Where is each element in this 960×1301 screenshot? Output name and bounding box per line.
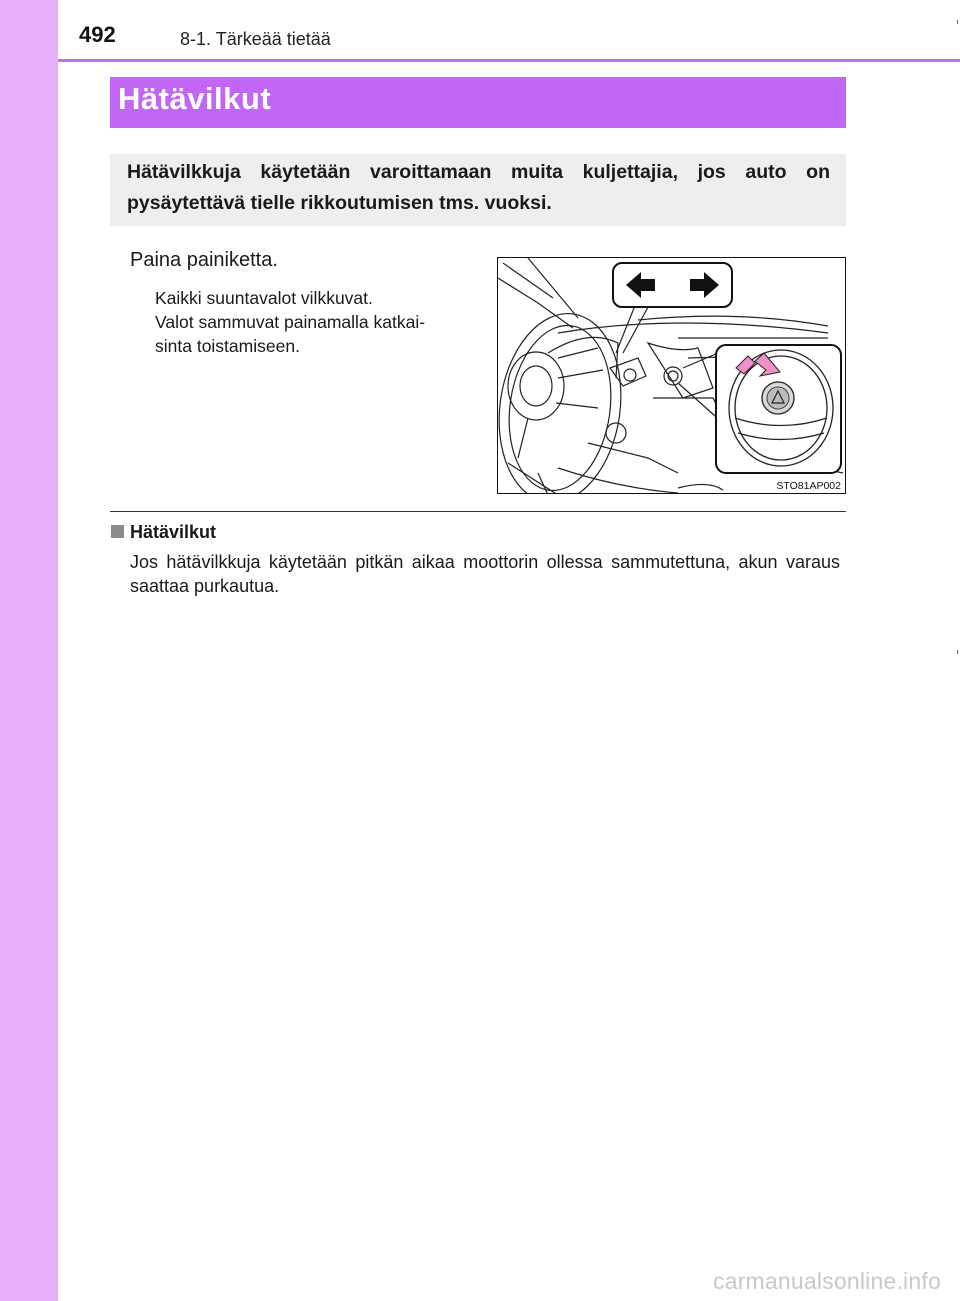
note-body: Jos hätävilkkuja käytetään pitkän aikaa moottorin ollessa sammutettuna, akun varaus saattaa purkautua. — [130, 552, 840, 596]
figure-code: STO81AP002 — [776, 480, 841, 492]
edge-mark — [957, 650, 958, 654]
page-number: 492 — [79, 22, 116, 47]
intro-text: Hätävilkkuja käytetään varoittamaan muita kuljettajia, jos auto on pysäytettävä tielle rikkoutumisen tms. vuoksi. — [127, 161, 830, 214]
hazard-button — [762, 382, 794, 414]
section-title-bar — [110, 77, 846, 128]
edge-mark — [957, 20, 958, 24]
step-instruction: Paina painiketta. — [130, 249, 278, 271]
step-notes — [155, 286, 477, 358]
breadcrumb: 8-1. Tärkeää tietää — [180, 29, 331, 49]
note-heading-text: Hätävilkut — [130, 522, 217, 542]
bullet-square-icon — [111, 525, 124, 538]
dashboard-drawing — [498, 258, 846, 494]
watermark: carmanualsonline.info — [713, 1268, 941, 1294]
header-divider — [58, 59, 960, 62]
section-title: Hätävilkut — [118, 81, 272, 116]
section-divider — [110, 511, 846, 512]
left-margin-band — [0, 0, 58, 1301]
note-heading — [111, 522, 216, 543]
step-note-line: Valot sammuvat painamalla katkai- — [155, 312, 426, 332]
step-note-line: sinta toistamiseen. — [155, 336, 300, 356]
step-note-line: Kaikki suuntavalot vilkkuvat. — [155, 288, 373, 308]
intro-box — [110, 154, 846, 226]
dashboard-illustration — [497, 257, 846, 494]
